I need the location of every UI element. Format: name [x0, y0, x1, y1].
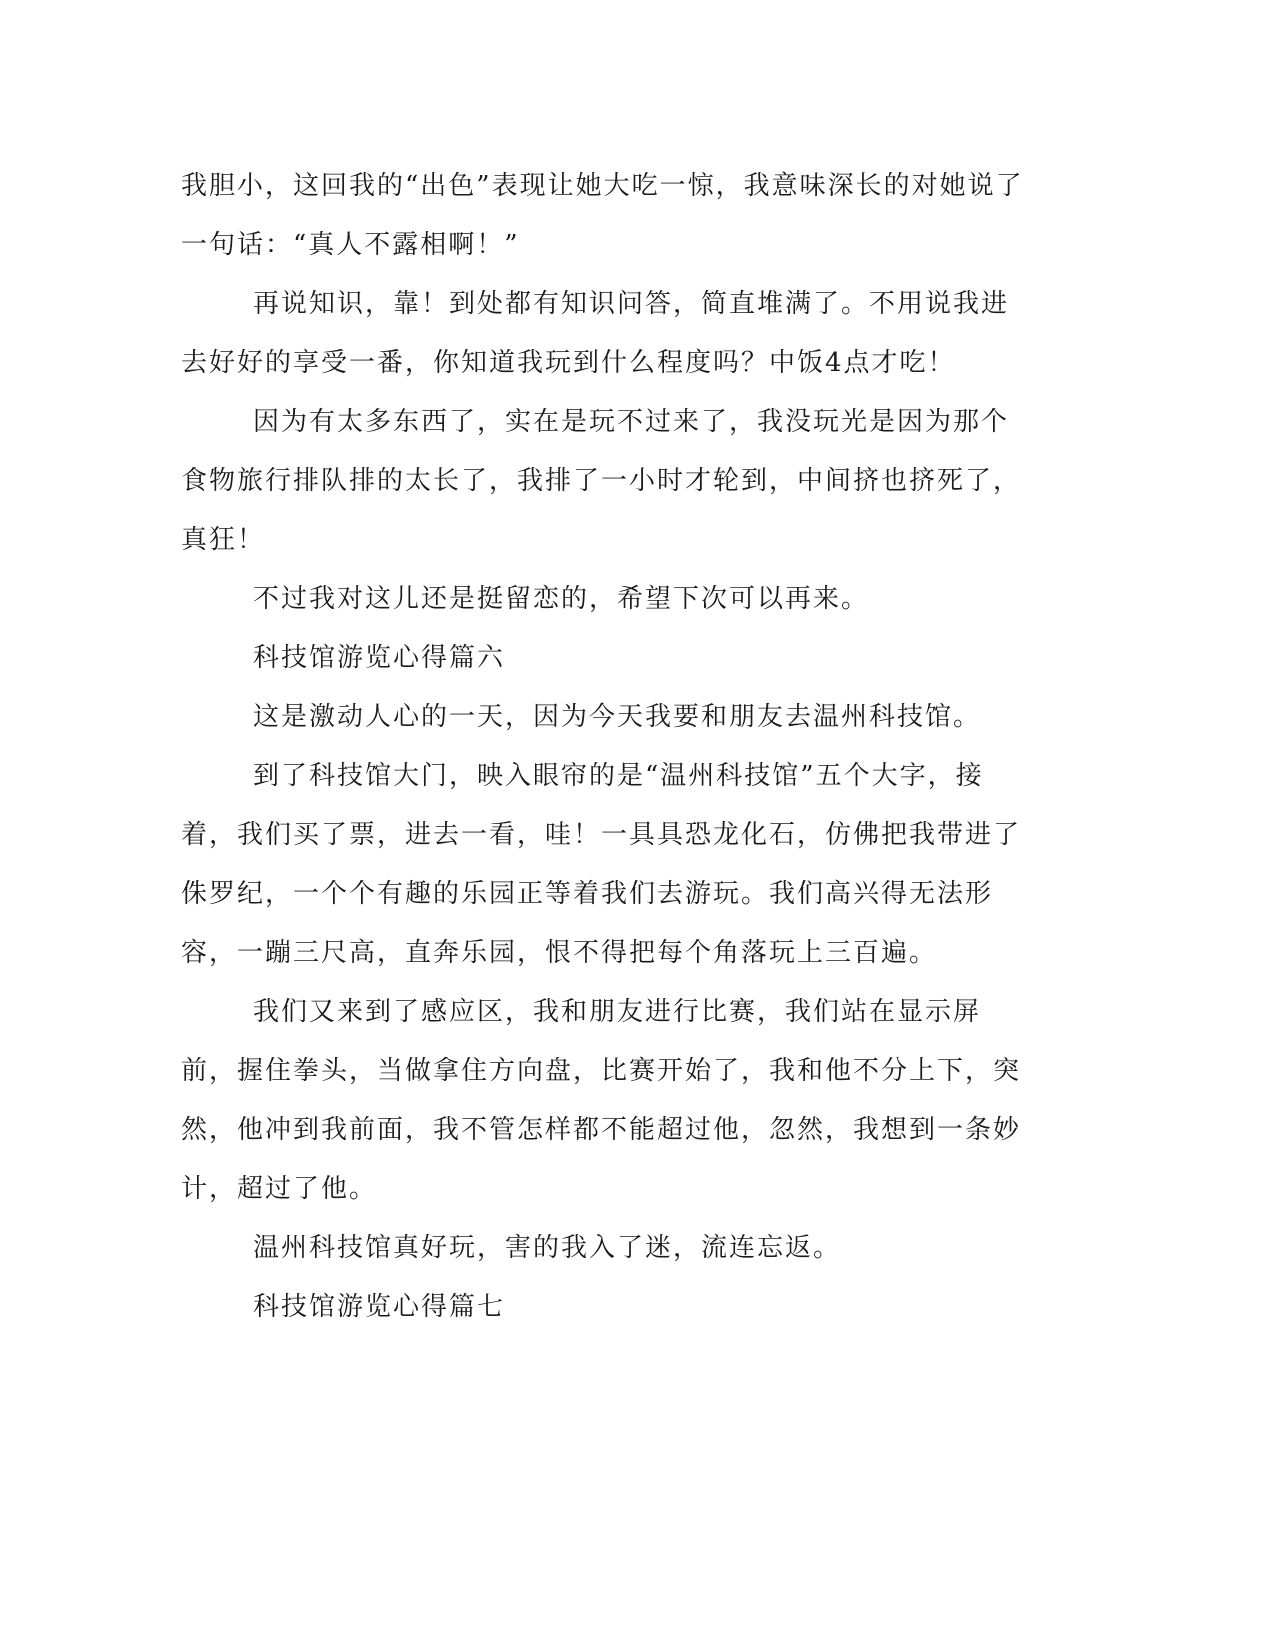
document-body: [181, 157, 1031, 1337]
paragraph-8: 温州科技馆真好玩，害的我入了迷，流连忘返。: [253, 1233, 842, 1263]
paragraph-2: 再说知识，靠！到处都有知识问答，简直堆满了。不用说我进去好好的享受一番，你知道我玩到什么程度吗？中饭4点才吃！: [181, 289, 1010, 378]
paragraph-7: 我们又来到了感应区，我和朋友进行比赛，我们站在显示屏前，握住拳头，当做拿住方向盘，比赛开始了，我和他不分上下，突然，他冲到我前面，我不管怎样都不能超过他，忽然，我想到一条妙计，超过了他。: [181, 997, 1022, 1204]
section-heading-6: 科技馆游览心得篇六: [253, 643, 506, 673]
paragraph-6: 到了科技馆大门，映入眼帘的是“温州科技馆”五个大字，接着，我们买了票，进去一看，哇！一具具恐龙化石，仿佛把我带进了侏罗纪，一个个有趣的乐园正等着我们去游玩。我们高兴得无法形容，一蹦三尺高，直奔乐园，恨不得把每个角落玩上三百遍。: [181, 761, 1022, 968]
section-heading-7: 科技馆游览心得篇七: [253, 1292, 506, 1322]
paragraph-1: 我胆小，这回我的“出色”表现让她大吃一惊，我意味深长的对她说了一句话：“真人不露相啊！”: [181, 171, 1024, 260]
paragraph-4: 不过我对这儿还是挺留恋的，希望下次可以再来。: [253, 584, 870, 614]
paragraph-5: 这是激动人心的一天，因为今天我要和朋友去温州科技馆。: [253, 702, 982, 732]
paragraph-3: 因为有太多东西了，实在是玩不过来了，我没玩光是因为那个食物旅行排队排的太长了，我排了一小时才轮到，中间挤也挤死了，真狂！: [181, 407, 1022, 555]
